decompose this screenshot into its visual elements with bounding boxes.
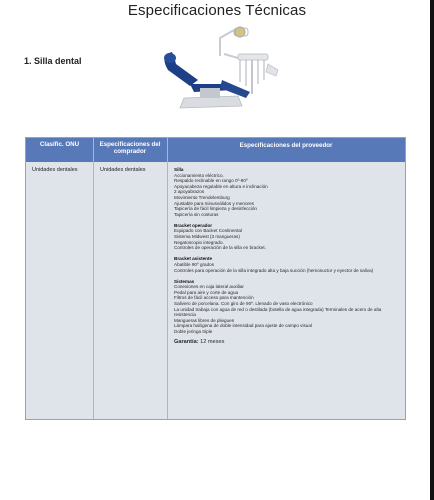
spec-line: Equipado con Backet Continental <box>174 228 242 234</box>
spec-block-bracket-operador <box>174 223 402 251</box>
spec-block-silla <box>174 167 402 217</box>
spec-line: Controles de operación de la silla en bracket. <box>174 245 266 251</box>
table-header <box>26 138 405 162</box>
spec-line: Sistema Midwest (3 mangueras) <box>174 234 240 240</box>
spec-line: Negatoscopio integrado. <box>174 239 224 245</box>
column-divider <box>93 138 94 419</box>
section-title: 1. Silla dental <box>24 56 82 66</box>
spec-line: Ajustable para minusválidos y menores <box>174 200 254 206</box>
cell-clasificacion: Unidades dentales <box>32 167 78 173</box>
spec-line: Apoyacabeza regulable en altura e inclinación <box>174 183 268 189</box>
spec-line: Filtros de fácil acceso para mantención <box>174 295 254 301</box>
column-divider <box>167 138 168 419</box>
dental-chair-image <box>160 24 284 112</box>
spec-line: Lámpara halógena de doble intensidad para ajuste de campo visual <box>174 323 312 329</box>
spec-line: Conexiones en caja lateral auxiliar <box>174 284 244 290</box>
spec-line: Doble jeringa triple <box>174 328 213 334</box>
spec-block-bracket-asistente <box>174 256 402 273</box>
spec-line: Respaldo reclinable en rango 0º-90º <box>174 178 248 184</box>
header-proveedor: Especificaciones del proveedor <box>239 142 333 149</box>
garantia-label: Garantía: <box>174 339 199 346</box>
spec-line: Mangueras libres de pliegues <box>174 317 235 323</box>
spec-line: La unidad trabaja con agua de red o destilada (botella de agua integrada) Terminales de acero de alta resistencia <box>174 306 382 318</box>
spec-line: Accionamiento eléctrico. <box>174 172 224 178</box>
spec-block-title: Sistemas <box>174 278 195 284</box>
spec-line: Tapicería de fácil limpieza y desinfección <box>174 206 257 212</box>
spec-line: Tapicería sin costuras <box>174 211 219 217</box>
spec-block-title: Bracket asistente <box>174 256 213 262</box>
spec-line: Controles para operación de la silla integrado alta y baja succión (hemosuctor y eyector de saliva) <box>174 267 374 273</box>
spec-line: Movimiento Trendelemburg <box>174 194 230 200</box>
page-title: Especificaciones Técnicas <box>127 2 307 19</box>
spec-line: Pedal para aire y corte de agua <box>174 289 239 295</box>
spec-line: Salivero de porcelana. Con giro de 90º. Llenado de vaso electrónico <box>174 300 313 306</box>
spec-block-sistemas <box>174 279 402 335</box>
header-clasificacion: Clasific. ONU <box>39 141 80 148</box>
spec-block-title: Silla <box>174 167 184 172</box>
spec-line: Abatible 90º grados <box>174 261 214 267</box>
garantia-value: 12 meses <box>200 339 225 346</box>
spec-block-title: Bracket operador <box>174 222 213 228</box>
page-edge <box>430 0 434 500</box>
cell-comprador: Unidades dentales <box>100 167 146 173</box>
spec-line: 2 apoyabrazos <box>174 189 205 195</box>
cell-proveedor <box>174 167 402 346</box>
specifications-table <box>25 137 406 420</box>
garantia <box>174 340 402 346</box>
header-comprador: Especificaciones del comprador <box>99 141 161 155</box>
